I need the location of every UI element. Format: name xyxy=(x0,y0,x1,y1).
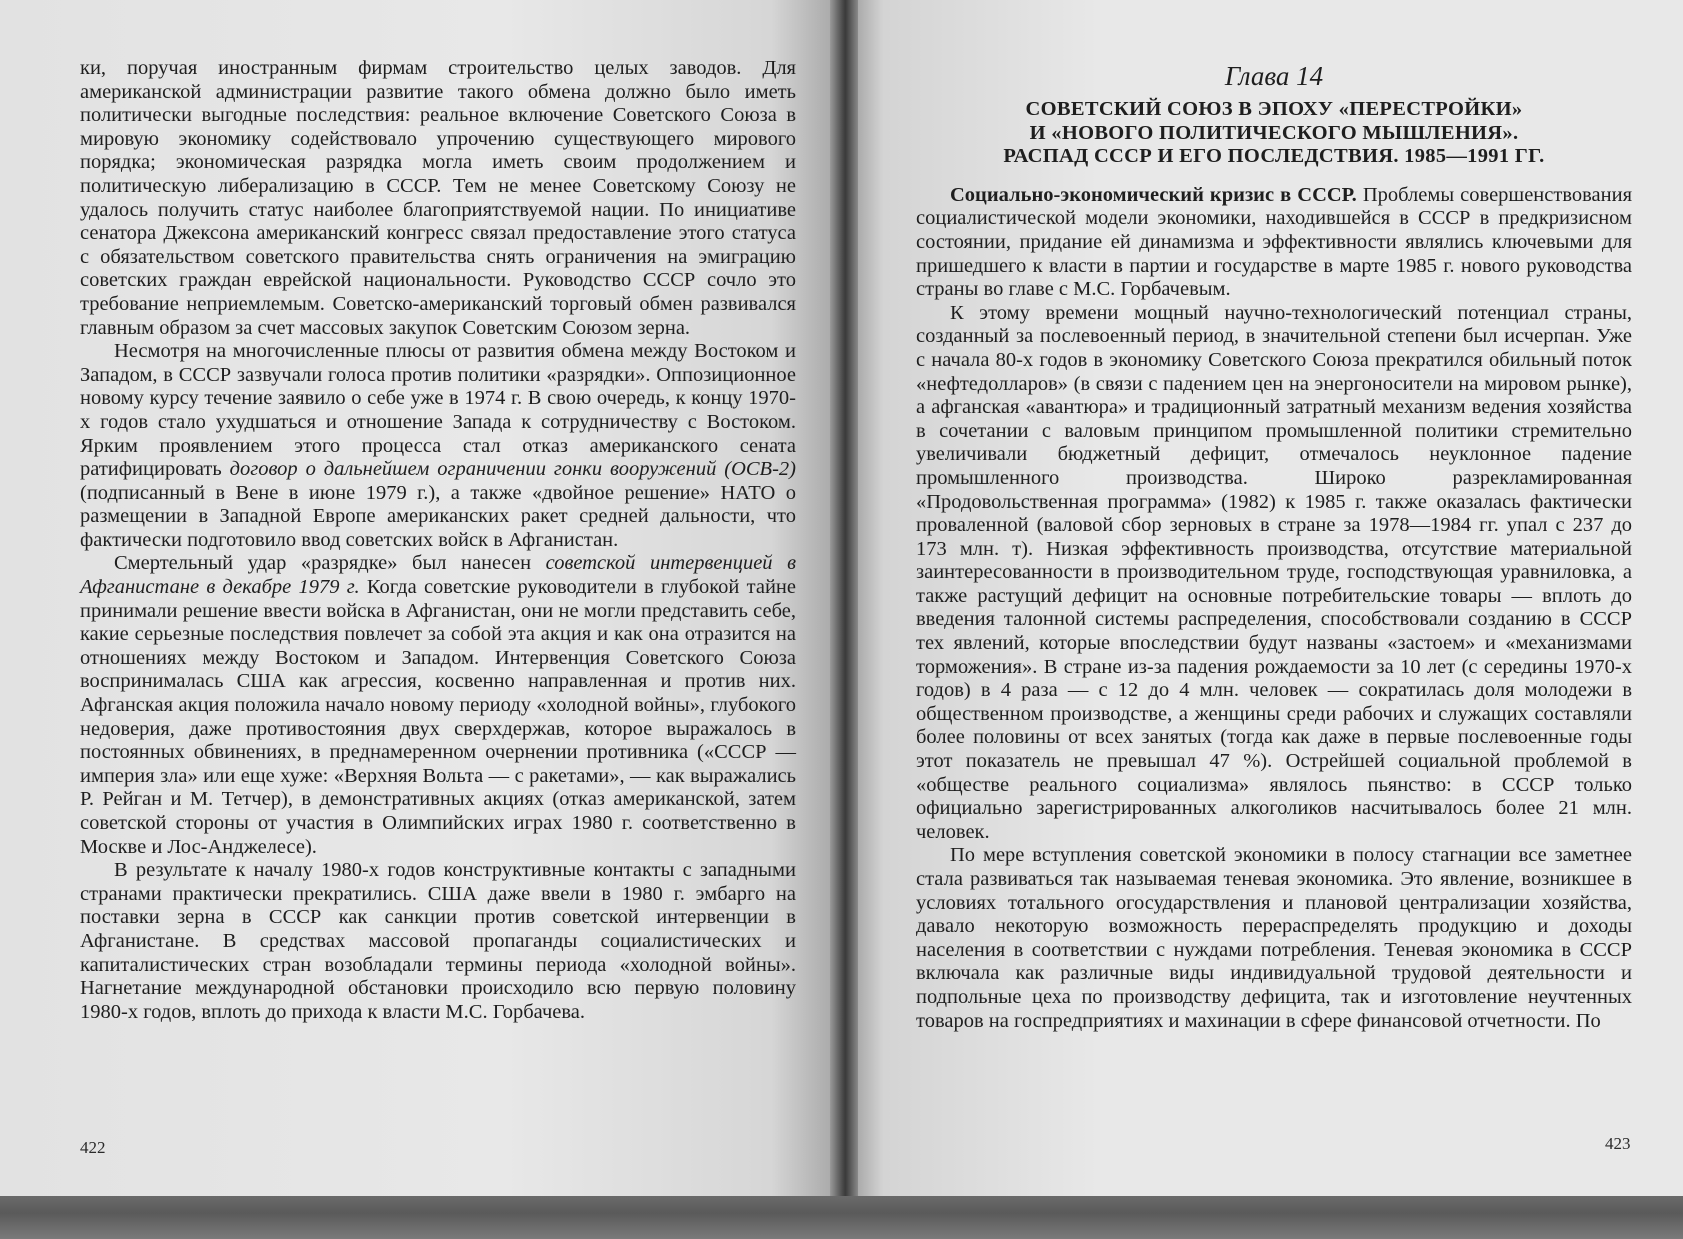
text-run: Когда советские руководители в глубокой тайне принимали решение ввести войска в Афганистан, они не могли представить себе, какие серьезные последствия повлечет за собой эта акция и как она отразится на отношениях между Востоком и Западом. Интервенция Советского Союза воспринималась США как агрессия, косвенно направленная и против них. Афганская акция положила начало новому периоду «холодной войны», глубокого недоверия, даже противостояния двух сверхдержав, которое выражалось в постоянных обвинениях, в преднамеренном очернении противника («СССР — империя зла» или еще хуже: «Верхняя Вольта — с ракетами», — как выражались Р. Рейган и М. Тетчер), в демонстративных акциях (отказ американской, затем советской стороны от участия в Олимпийских играх 1980 г. соответственно в Москве и Лос-Анджелесе). xyxy=(80,576,796,858)
page-number-right: 423 xyxy=(1605,1134,1631,1153)
page-number-left: 422 xyxy=(80,1138,106,1157)
text-run: По мере вступления советской экономики в полосу стагнации все заметнее стала развиваться так называемая теневая экономика. Это явление, возникшее в условиях тотального огосударствления и плановой централизации хозяйства, давало некоторую возможность перераспределять продукцию и доходы населения в соответствии с нуждами потребления. Теневая экономика в СССР включала как различные виды индивидуальной трудовой деятельности и подпольные цеха по производству дефицита, так и изготовление неучтенных товаров на госпредприятиях и махинации в сфере финансовой отчетности. По xyxy=(916,844,1632,1032)
paragraph xyxy=(80,859,796,1024)
right-page-text xyxy=(916,60,1632,1033)
text-run: К этому времени мощный научно-технологический потенциал страны, созданный за послевоенный период, в значительной степени был исчерпан. Уже с начала 80-х годов в экономику Советского Союза прекратился обильный поток «нефтедолларов» (в связи с падением цен на энергоносители на мировом рынке), а афганская «авантюра» и традиционный затратный механизм ведения хозяйства в сочетании с валовым принципом промышленной политики стремительно увеличивали бюджетный дефицит, отмечалось неуклонное падение промышленного производства. Широко разрекламированная «Продовольственная программа» (1982) к 1985 г. также оказалась фактически проваленной (валовой сбор зерновых в стране за 1978—1984 гг. упал с 237 до 173 млн. т). Низкая эффективность производства, отсутствие материальной заинтересованности в производительном труде, господствующая уравниловка, а также растущий дефицит на основные потребительские товары — вплоть до введения талонной системы распределения, способствовали созданию в СССР тех явлений, которые впоследствии будут названы «застоем» и «механизмами торможения». В стране из-за падения рождаемости за 10 лет (с середины 1970-х годов) в 4 раза — с 12 до 4 млн. человек — сократилась доля молодежи в общественном производстве, а женщины среди рабочих и служащих составляли более половины от всех занятых (тогда как даже в первые послевоенные годы этот показатель не превышал 47 %). Острейшей социальной проблемой в «обществе реального социализма» являлось пьянство: в СССР только официально зарегистрированных алкоголиков насчитывалось более 21 млн. человек. xyxy=(916,301,1632,843)
paragraph xyxy=(80,552,796,859)
paragraph xyxy=(80,340,796,552)
chapter-title-line: РАСПАД СССР И ЕГО ПОСЛЕДСТВИЯ. 1985—1991 ГГ. xyxy=(1003,145,1545,168)
text-run: Проблемы совершенствования социалистической модели экономики, находившейся в СССР в предкризисном состоянии, придание ей динамизма и эффективности являлись ключевыми для пришедшего к власти в партии и государстве в марте 1985 г. нового руководства страны во главе с М.С. Горбачевым. xyxy=(916,183,1632,301)
paragraph xyxy=(916,302,1632,845)
chapter-title-line: И «НОВОГО ПОЛИТИЧЕСКОГО МЫШЛЕНИЯ». xyxy=(1029,121,1519,144)
right-page xyxy=(850,0,1683,1214)
italic-text-run: советской интервенцией в Афганистане в декабре 1979 г. xyxy=(80,552,796,599)
paragraph xyxy=(80,57,796,340)
paragraph xyxy=(916,184,1632,302)
book-gutter xyxy=(830,0,858,1239)
text-run: В результате к началу 1980-х годов конструктивные контакты с западными странами практически прекратились. США даже ввели в 1980 г. эмбарго на поставки зерна в СССР как санкции против советской интервенции в Афганистане. В средствах массовой пропаганды социалистических и капиталистических стран возобладали термины периода «холодной войны». Нагнетание международной обстановки происходило всю первую половину 1980-х годов, вплоть до прихода к власти М.С. Горбачева. xyxy=(80,859,796,1023)
text-run: (подписанный в Вене в июне 1979 г.), а также «двойное решение» НАТО о размещении в Западной Европе американских ракет средней дальности, что фактически подготовило ввод советских войск в Афганистан. xyxy=(80,481,796,551)
chapter-title xyxy=(916,98,1632,169)
text-run: Несмотря на многочисленные плюсы от развития обмена между Востоком и Западом, в СССР зазвучали голоса против политики «разрядки». Оппозиционное новому курсу течение заявило о себе уже в 1974 г. В свою очередь, к концу 1970-х годов стало ухудшаться и отношение Запада к сотрудничеству с Востоком. Ярким проявлением этого процесса стал отказ американского сената ратифицировать xyxy=(80,340,796,481)
left-page-text xyxy=(80,57,796,1024)
text-run: Смертельный удар «разрядке» был нанесен xyxy=(114,552,546,575)
text-run: ки, поручая иностранным фирмам строительство целых заводов. Для американской администрации развитие такого обмена должно было иметь политически выгодные последствия: реальное включение Советского Союза в мировую экономику содействовало упрочению существующего мирового порядка; экономическая разрядка могла иметь своим продолжением и политическую либерализацию в СССР. Тем не менее Советскому Союзу не удалось получить статус наиболее благоприятствуемой нации. По инициативе сенатора Джексона американский конгресс связал предоставление этого статуса с обязательством советского правительства снять ограничения на эмиграцию советских граждан еврейской национальности. Руководство СССР сочло это требование неприемлемым. Советско-американский торговый обмен развивался главным образом за счет массовых закупок Советским Союзом зерна. xyxy=(80,57,796,339)
scanner-bottom-edge xyxy=(0,1196,1683,1239)
left-page xyxy=(0,0,838,1196)
italic-text-run: договор о дальнейшем ограничении гонки вооружений (ОСВ-2) xyxy=(229,458,796,481)
section-heading-run: Социально-экономический кризис в СССР. xyxy=(950,183,1357,206)
chapter-label: Глава 14 xyxy=(1224,61,1324,91)
paragraph xyxy=(916,844,1632,1033)
chapter-title-line: СОВЕТСКИЙ СОЮЗ В ЭПОХУ «ПЕРЕСТРОЙКИ» xyxy=(1025,98,1523,120)
